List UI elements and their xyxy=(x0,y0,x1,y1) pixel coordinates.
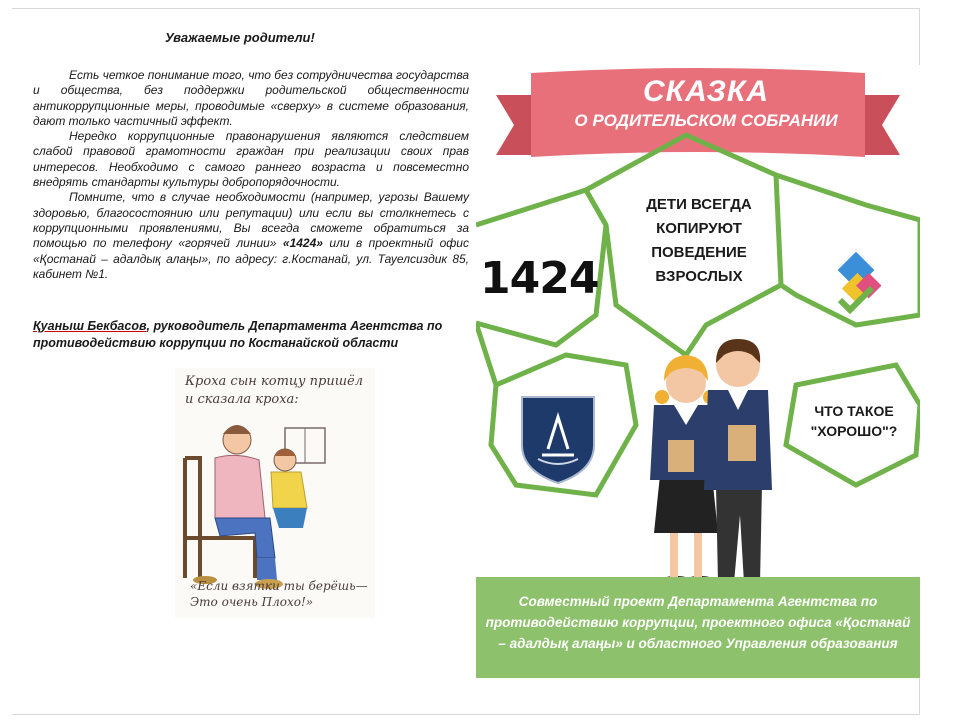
rhombus-logo-icon xyxy=(838,252,882,310)
page-border-top xyxy=(12,8,920,9)
agency-shield-icon xyxy=(522,397,594,483)
letter-paragraph-2: Нередко коррупционные правонарушения являются следствием слабой правовой грамотности граждан при реализации своих прав интересов. Необходимо с самого раннего возраста и повсеместно внедрять стандарты культуры добропорядочности. xyxy=(33,129,469,190)
ribbon-subtitle: О РОДИТЕЛЬСКОМ СОБРАНИИ xyxy=(574,111,838,130)
signature-name: Қуаныш Бекбасов xyxy=(33,319,147,333)
bubble-good-text: ЧТО ТАКОЕ "ХОРОШО"? xyxy=(810,403,898,439)
boy-figure xyxy=(704,339,772,592)
bubble-logo xyxy=(776,175,920,325)
bubble-children-text: ДЕТИ ВСЕГДА КОПИРУЮТ ПОВЕДЕНИЕ ВЗРОСЛЫХ xyxy=(646,196,752,285)
ribbon-title: СКАЗКА xyxy=(642,75,769,108)
letter-body xyxy=(33,68,469,282)
letter-paragraph-1: Есть четкое понимание того, что без сотрудничества государства и общества, без поддержки родительской общественности антикоррупционные меры, проводимые «сверху» в системе образования, дают только частичный эффект. xyxy=(33,68,469,128)
drawing-caption-top: Кроха сын котцу пришёл и сказала кроха: xyxy=(185,374,364,407)
drawing-caption-bottom: «Если взятки ты берёшь— Это очень Плохо!» xyxy=(190,579,368,609)
letter-signature xyxy=(33,318,469,352)
signature-title: , руководитель Департамента Агентства по противодействию коррупции по Костанайской области xyxy=(33,319,443,350)
page-border-bottom xyxy=(12,714,920,715)
letter-greeting: Уважаемые родители! xyxy=(165,30,315,45)
letter-paragraph-3 xyxy=(33,190,469,282)
hotline-inline: «1424» xyxy=(282,236,323,251)
paragraph-3-end: или в проектный офис «Қостанай – адалдық алаңы», по адресу: г.Костанай, ул. Тауелсиздик 85, кабинет №1. xyxy=(33,236,469,281)
poster xyxy=(476,65,920,678)
hotline-number: 1424 xyxy=(480,253,599,304)
paragraph-3-start: Помните, что в случае необходимости (например, угрозы Вашему здоровью, благосостоянию или репутации) или если вы столкнетесь с коррупционными проявлениями, Вы всегда сможете обратиться за помощью по телефону «горячей линии» xyxy=(33,190,469,251)
footer-text: Совместный проект Департамента Агентства по противодействию коррупции, проектного офиса «Қостанай – адалдық алаңы» и областного Управления образования xyxy=(485,594,911,651)
